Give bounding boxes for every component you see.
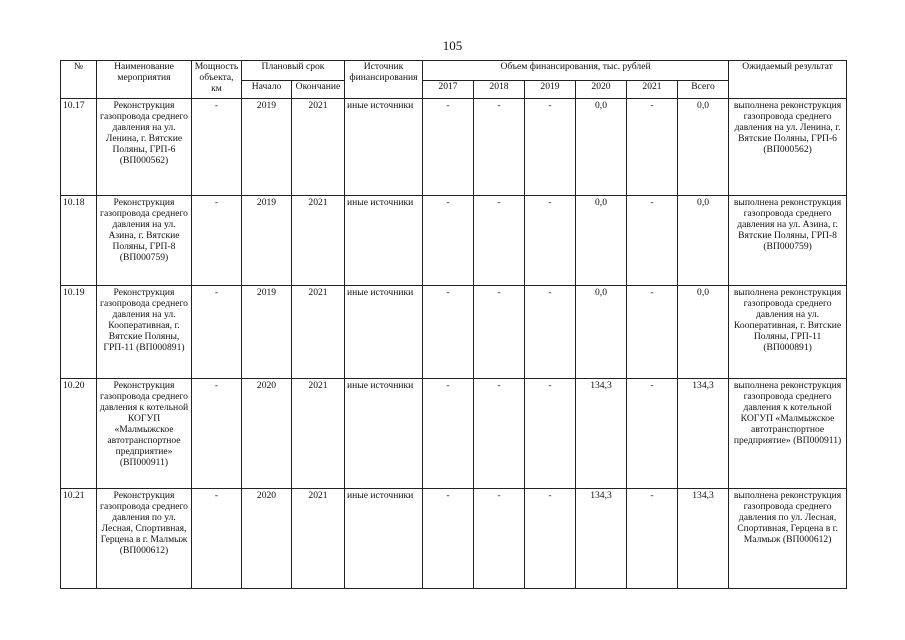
- row-value-2017: -: [423, 196, 474, 286]
- row-start: 2020: [242, 489, 292, 589]
- row-end: 2021: [292, 99, 345, 196]
- row-name: Реконструкция газопровода среднего давления к котельной КОГУП «Малмыжское автотранспортное предприятие» (ВП000911): [97, 379, 192, 489]
- page-number: 105: [442, 38, 463, 53]
- row-capacity: -: [192, 379, 242, 489]
- row-total: 134,3: [678, 489, 729, 589]
- row-source: иные источники: [345, 286, 423, 379]
- header-num: №: [61, 61, 97, 99]
- row-result: выполнена реконструкция газопровода среднего давления к котельной КОГУП «Малмыжское автотранспортное предприятие» (ВП000911): [729, 379, 847, 489]
- header-start: Начало: [242, 81, 292, 99]
- header-year-2020: 2020: [576, 81, 627, 99]
- row-capacity: -: [192, 286, 242, 379]
- row-name: Реконструкция газопровода среднего давления на ул. Кооперативная, г. Вятские Поляны, ГРП-11 (ВП000891): [97, 286, 192, 379]
- row-source: иные источники: [345, 489, 423, 589]
- row-value-2017: -: [423, 379, 474, 489]
- row-capacity: -: [192, 196, 242, 286]
- header-total: Всего: [678, 81, 729, 99]
- row-value-2019: -: [525, 196, 576, 286]
- header-name: Наименование мероприятия: [97, 61, 192, 99]
- header-result: Ожидаемый результат: [729, 61, 847, 99]
- row-num: 10.21: [61, 489, 97, 589]
- row-value-2017: -: [423, 99, 474, 196]
- row-total: 134,3: [678, 379, 729, 489]
- row-result: выполнена реконструкция газопровода среднего давления по ул. Лесная, Спортивная, Герцена в г. Малмыж (ВП000612): [729, 489, 847, 589]
- row-value-2021: -: [627, 489, 678, 589]
- row-total: 0,0: [678, 196, 729, 286]
- row-num: 10.18: [61, 196, 97, 286]
- table-row: [61, 99, 847, 196]
- row-capacity: -: [192, 489, 242, 589]
- row-value-2019: -: [525, 286, 576, 379]
- row-end: 2021: [292, 286, 345, 379]
- header-funding: Объем финансирования, тыс. рублей: [423, 61, 729, 81]
- row-start: 2019: [242, 286, 292, 379]
- row-result: выполнена реконструкция газопровода среднего давления на ул. Ленина, г. Вятские Поляны, ГРП-6 (ВП000562): [729, 99, 847, 196]
- header-end: Окончание: [292, 81, 345, 99]
- row-num: 10.20: [61, 379, 97, 489]
- header-source: Источник финансирования: [345, 61, 423, 99]
- row-num: 10.17: [61, 99, 97, 196]
- table-row: [61, 379, 847, 489]
- row-end: 2021: [292, 489, 345, 589]
- row-value-2020: 134,3: [576, 379, 627, 489]
- row-value-2018: -: [474, 99, 525, 196]
- header-year-2019: 2019: [525, 81, 576, 99]
- row-total: 0,0: [678, 99, 729, 196]
- header-planned-term: Плановый срок: [242, 61, 345, 81]
- row-value-2017: -: [423, 286, 474, 379]
- row-start: 2020: [242, 379, 292, 489]
- row-value-2020: 0,0: [576, 286, 627, 379]
- row-num: 10.19: [61, 286, 97, 379]
- row-total: 0,0: [678, 286, 729, 379]
- header-year-2017: 2017: [423, 81, 474, 99]
- row-value-2020: 0,0: [576, 99, 627, 196]
- row-name: Реконструкция газопровода среднего давления на ул. Азина, г. Вятские Поляны, ГРП-8 (ВП000759): [97, 196, 192, 286]
- row-value-2017: -: [423, 489, 474, 589]
- row-source: иные источники: [345, 99, 423, 196]
- row-value-2021: -: [627, 379, 678, 489]
- row-name: Реконструкция газопровода среднего давления на ул. Ленина, г. Вятские Поляны, ГРП-6 (ВП000562): [97, 99, 192, 196]
- row-value-2019: -: [525, 379, 576, 489]
- row-value-2020: 134,3: [576, 489, 627, 589]
- table-row: [61, 489, 847, 589]
- row-value-2019: -: [525, 99, 576, 196]
- row-end: 2021: [292, 379, 345, 489]
- header-year-2021: 2021: [627, 81, 678, 99]
- row-start: 2019: [242, 196, 292, 286]
- row-capacity: -: [192, 99, 242, 196]
- table-row: [61, 286, 847, 379]
- row-value-2019: -: [525, 489, 576, 589]
- row-name: Реконструкция газопровода среднего давления по ул. Лесная, Спортивная, Герцена в г. Малмыж (ВП000612): [97, 489, 192, 589]
- header-year-2018: 2018: [474, 81, 525, 99]
- row-source: иные источники: [345, 196, 423, 286]
- row-source: иные источники: [345, 379, 423, 489]
- table-row: [61, 196, 847, 286]
- row-value-2021: -: [627, 196, 678, 286]
- row-result: выполнена реконструкция газопровода среднего давления на ул. Азина, г. Вятские Поляны, ГРП-8 (ВП000759): [729, 196, 847, 286]
- row-value-2018: -: [474, 196, 525, 286]
- row-value-2018: -: [474, 489, 525, 589]
- row-value-2018: -: [474, 379, 525, 489]
- row-value-2020: 0,0: [576, 196, 627, 286]
- row-value-2018: -: [474, 286, 525, 379]
- funding-plan-table: [60, 60, 847, 589]
- row-result: выполнена реконструкция газопровода среднего давления на ул. Кооперативная, г. Вятские Поляны, ГРП-11 (ВП000891): [729, 286, 847, 379]
- header-capacity: Мощность объекта, км: [192, 61, 242, 99]
- row-end: 2021: [292, 196, 345, 286]
- row-value-2021: -: [627, 99, 678, 196]
- row-value-2021: -: [627, 286, 678, 379]
- row-start: 2019: [242, 99, 292, 196]
